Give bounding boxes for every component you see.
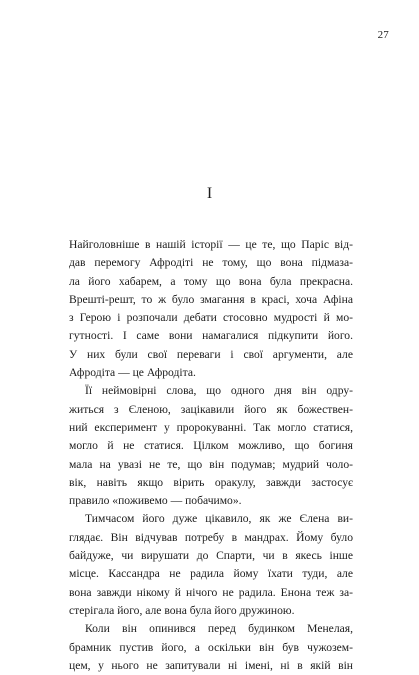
body-text bbox=[69, 236, 353, 675]
text-line: могло й не статися. Цілком можливо, що богиня bbox=[69, 439, 353, 453]
text-line: дав перемогу Афродіті не тому, що вона підмаза- bbox=[69, 256, 353, 270]
text-line: байдуже, чи вирушати до Спарти, чи в якесь інше bbox=[69, 549, 353, 563]
text-line: гутності. І саме вони намагалися підкупити його. bbox=[69, 329, 353, 343]
text-line: ний експеримент у пророкуванні. Так могло статися, bbox=[69, 420, 353, 434]
text-line: вона завжди нікому й нічого не радила. Енона теж за- bbox=[69, 585, 353, 599]
text-line: Врешті-решт, то ж було змагання в красі, хоча Афіна bbox=[69, 292, 353, 306]
page-number: 27 bbox=[377, 29, 389, 41]
text-line: ла його хабарем, а тому що вона була прекрасна. bbox=[69, 274, 353, 288]
paragraph-3 bbox=[69, 510, 353, 620]
text-line: Афродіта — це Афродіта. bbox=[69, 366, 196, 380]
text-line: мала на увазі не те, що він подумав; мудрий чоло- bbox=[69, 457, 353, 471]
text-line: глядає. Він відчував потребу в мандрах. Йому було bbox=[69, 530, 353, 544]
text-line: брамник пустив його, а оскільки він був чужозем- bbox=[69, 640, 353, 654]
paragraph-4 bbox=[69, 620, 353, 675]
text-line: Коли він опинився перед будинком Менелая, bbox=[85, 622, 353, 636]
text-line: з Герою і розпочали дебати стосовно мудрості й мо- bbox=[69, 311, 353, 325]
text-line: Найголовніше в нашій історії — це те, що Паріс від- bbox=[69, 238, 353, 251]
text-line: Тимчасом його дуже цікавило, як же Єлена ви- bbox=[85, 512, 353, 526]
chapter-mark: I bbox=[206, 185, 213, 202]
paragraph-1 bbox=[69, 236, 353, 382]
text-line: Її неймовірні слова, що одного дня він одру- bbox=[85, 384, 353, 398]
text-line: правило «поживемо — побачимо». bbox=[69, 494, 242, 508]
text-line: вік, навіть якщо вірить оракулу, завжди застосує bbox=[69, 475, 353, 489]
text-line: стерігала його, але вона була його дружиною. bbox=[69, 603, 295, 617]
text-line: цем, у нього не запитували ні імені, ні в якій він bbox=[69, 658, 353, 672]
text-line: житься з Єленою, зацікавили його як божествен- bbox=[69, 402, 353, 416]
text-line: У них були свої переваги і свої аргументи, але bbox=[69, 347, 353, 361]
paragraph-2 bbox=[69, 382, 353, 510]
text-line: місце. Кассандра не радила йому їхати туди, але bbox=[69, 567, 353, 581]
